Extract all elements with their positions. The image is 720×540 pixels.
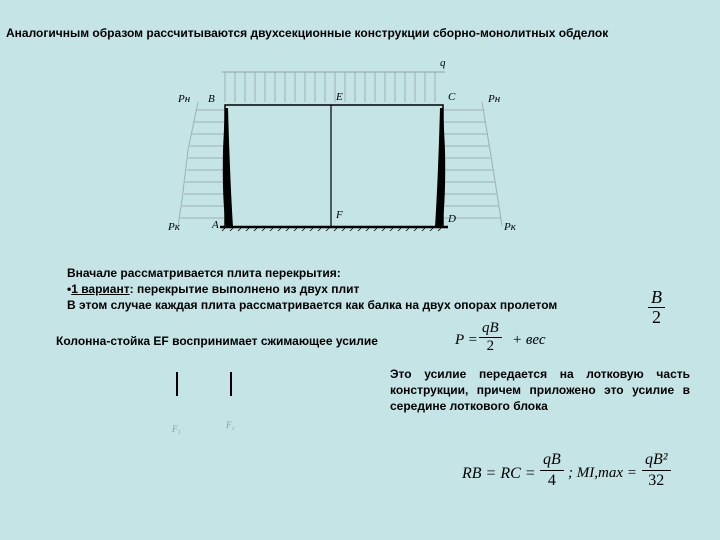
small-mark-2: F₂ bbox=[226, 420, 235, 430]
label-c: C bbox=[448, 91, 456, 103]
top-load bbox=[222, 72, 445, 102]
reactions-formula bbox=[462, 450, 692, 500]
variant-rest: : перекрытие выполнено из двух плит bbox=[129, 282, 360, 296]
left-lateral-load bbox=[178, 102, 224, 226]
right-moment-diagram bbox=[435, 108, 445, 227]
p-lhs: P = bbox=[455, 332, 478, 348]
p-formula bbox=[455, 320, 555, 365]
r-den: 4 bbox=[547, 472, 556, 489]
frame-diagram bbox=[160, 50, 530, 250]
r-lhs: RB = RC = bbox=[462, 465, 536, 482]
p-fraction bbox=[479, 320, 502, 355]
label-d: D bbox=[448, 213, 456, 225]
label-pn-left: Pн bbox=[178, 93, 191, 105]
column-text: Колонна-стойка EF воспринимает сжимающее усилие bbox=[56, 334, 378, 348]
label-a: A bbox=[212, 219, 219, 231]
span-den: 2 bbox=[652, 307, 661, 327]
left-moment-diagram bbox=[223, 108, 233, 227]
frame bbox=[220, 105, 448, 231]
label-pn-right: Pн bbox=[488, 93, 501, 105]
small-mark-1: F₁ bbox=[172, 424, 181, 434]
r-num: qB bbox=[540, 450, 564, 471]
slide-title: Аналогичным образом рассчитываются двухсекционные конструкции сборно-монолитных обделок bbox=[6, 26, 609, 40]
right-lateral-load bbox=[444, 102, 502, 226]
m-lhs: ; MI,max = bbox=[568, 465, 637, 481]
m-num: qB² bbox=[642, 450, 671, 471]
label-pk-right: Pк bbox=[504, 221, 516, 233]
label-q: q bbox=[440, 57, 446, 69]
text-line-1: Вначале рассматривается плита перекрытия: bbox=[67, 266, 341, 280]
p-den: 2 bbox=[486, 338, 495, 354]
r-fraction bbox=[540, 450, 564, 491]
label-f: F bbox=[336, 209, 343, 221]
span-num: B bbox=[648, 288, 665, 308]
bullet: • bbox=[67, 282, 72, 296]
m-den: 32 bbox=[648, 472, 665, 489]
label-e: E bbox=[336, 91, 343, 103]
text-line-3: В этом случае каждая плита рассматривается как балка на двух опорах пролетом bbox=[67, 298, 558, 312]
right-column-mark bbox=[230, 372, 232, 396]
text-line-2 bbox=[67, 282, 359, 296]
p-tail: + вес bbox=[512, 332, 546, 348]
label-pk-left: Pк bbox=[168, 221, 180, 233]
label-b: B bbox=[208, 93, 215, 105]
m-fraction bbox=[642, 450, 671, 491]
variant-label: 1 вариант bbox=[71, 282, 130, 296]
p-num: qB bbox=[479, 320, 502, 338]
paragraph: Это усилие передается на лотковую часть конструкции, причем приложено это усилие в середине лоткового блока bbox=[390, 367, 690, 413]
span-formula bbox=[648, 288, 665, 327]
left-column-mark bbox=[176, 372, 178, 396]
